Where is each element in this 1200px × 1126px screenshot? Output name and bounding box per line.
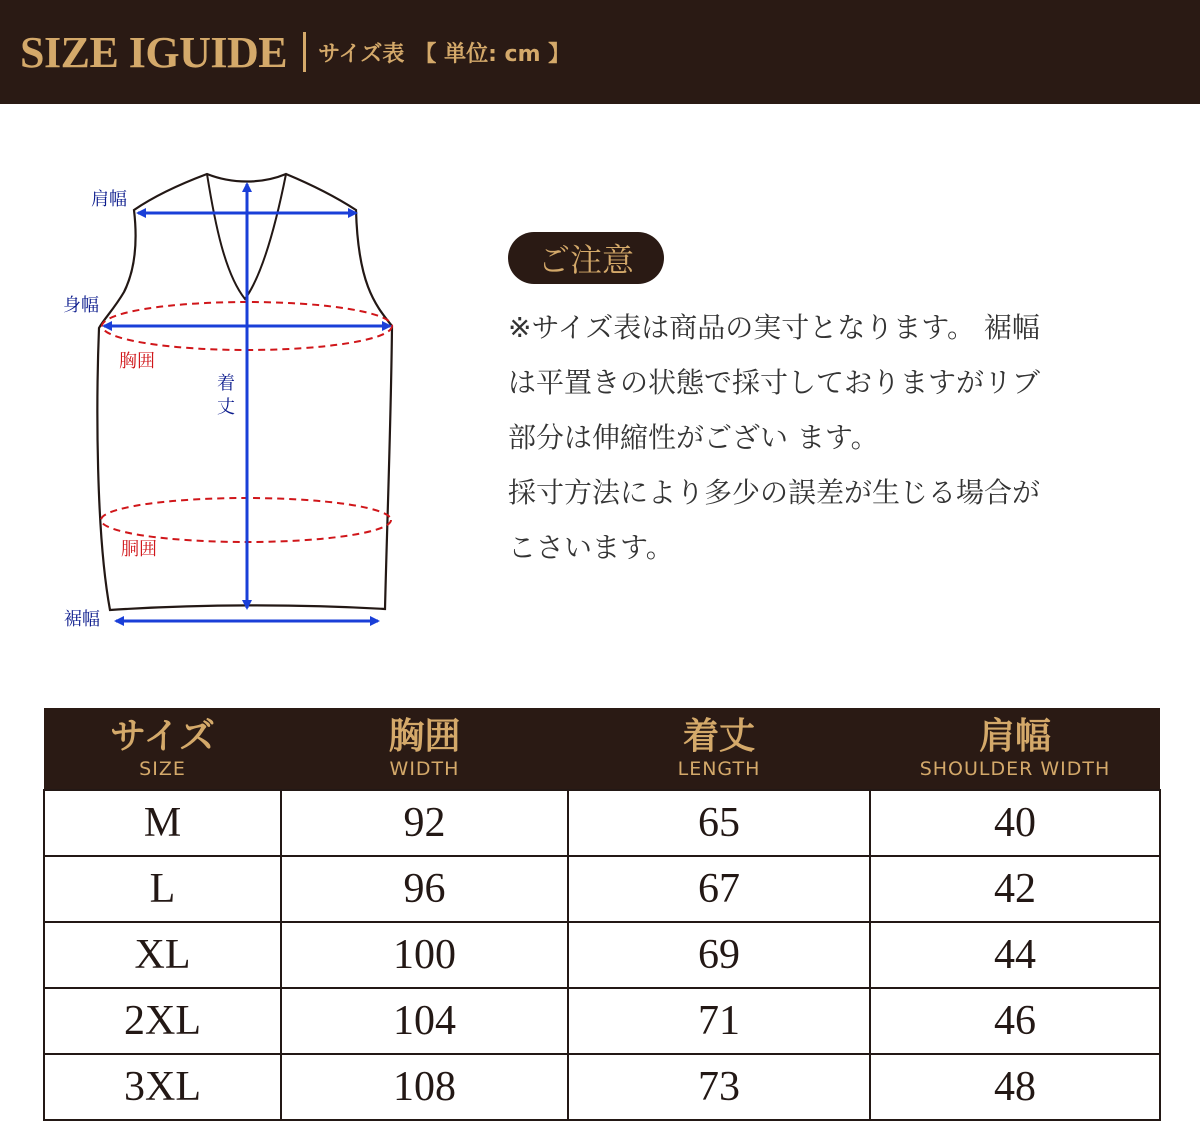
notice-line: 採寸方法により多少の誤差が生じる場合が	[508, 476, 1041, 509]
table-row	[44, 790, 1160, 856]
header-divider	[303, 32, 306, 72]
cell-chest: 104	[281, 988, 568, 1054]
cell-shoulder: 48	[870, 1054, 1160, 1120]
header-unit: 【 単位: cm 】	[414, 41, 571, 67]
cell-shoulder: 40	[870, 790, 1160, 856]
label-length-2: 丈	[217, 397, 235, 418]
label-length-1: 着	[217, 373, 235, 394]
notice-line: こさいます。	[508, 531, 674, 564]
notice-line: は平置きの状態で採寸しておりますがリブ	[508, 366, 1041, 399]
size-table	[43, 708, 1161, 1121]
cell-size: M	[44, 790, 281, 856]
header-banner	[0, 0, 1200, 104]
cell-shoulder: 44	[870, 922, 1160, 988]
label-shoulder-width: 肩幅	[91, 189, 127, 210]
vest-illustration	[0, 104, 480, 664]
header-subtitle: サイズ表	[318, 41, 405, 67]
header-size: サイズ SIZE	[44, 708, 281, 790]
table-header-row	[44, 708, 1160, 790]
cell-length: 71	[568, 988, 870, 1054]
cell-chest: 92	[281, 790, 568, 856]
notice-line: ※サイズ表は商品の実寸となります。 裾幅	[508, 311, 1040, 344]
cell-size: L	[44, 856, 281, 922]
brand-title: SIZE IGUIDE	[20, 27, 288, 77]
cell-size: 3XL	[44, 1054, 281, 1120]
cell-length: 67	[568, 856, 870, 922]
cell-size: 2XL	[44, 988, 281, 1054]
table-row	[44, 922, 1160, 988]
table-row	[44, 988, 1160, 1054]
label-waist: 胴囲	[121, 539, 157, 560]
table-row	[44, 856, 1160, 922]
cell-chest: 100	[281, 922, 568, 988]
table-row	[44, 1054, 1160, 1120]
cell-length: 73	[568, 1054, 870, 1120]
label-chest: 胸囲	[119, 351, 155, 372]
cell-length: 69	[568, 922, 870, 988]
cell-chest: 108	[281, 1054, 568, 1120]
vest-diagram	[0, 104, 480, 664]
header-shoulder: 肩幅 SHOULDER WIDTH	[870, 708, 1160, 790]
label-body-width: 身幅	[63, 295, 99, 316]
cell-size: XL	[44, 922, 281, 988]
cell-length: 65	[568, 790, 870, 856]
header-chest: 胸囲 WIDTH	[281, 708, 568, 790]
notice-title: ご注意	[508, 232, 664, 284]
notice-text	[508, 300, 1148, 575]
cell-chest: 96	[281, 856, 568, 922]
header-length: 着丈 LENGTH	[568, 708, 870, 790]
cell-shoulder: 46	[870, 988, 1160, 1054]
label-hem-width: 裾幅	[64, 609, 100, 630]
cell-shoulder: 42	[870, 856, 1160, 922]
notice-line: 部分は伸縮性がござい ます。	[508, 421, 879, 454]
